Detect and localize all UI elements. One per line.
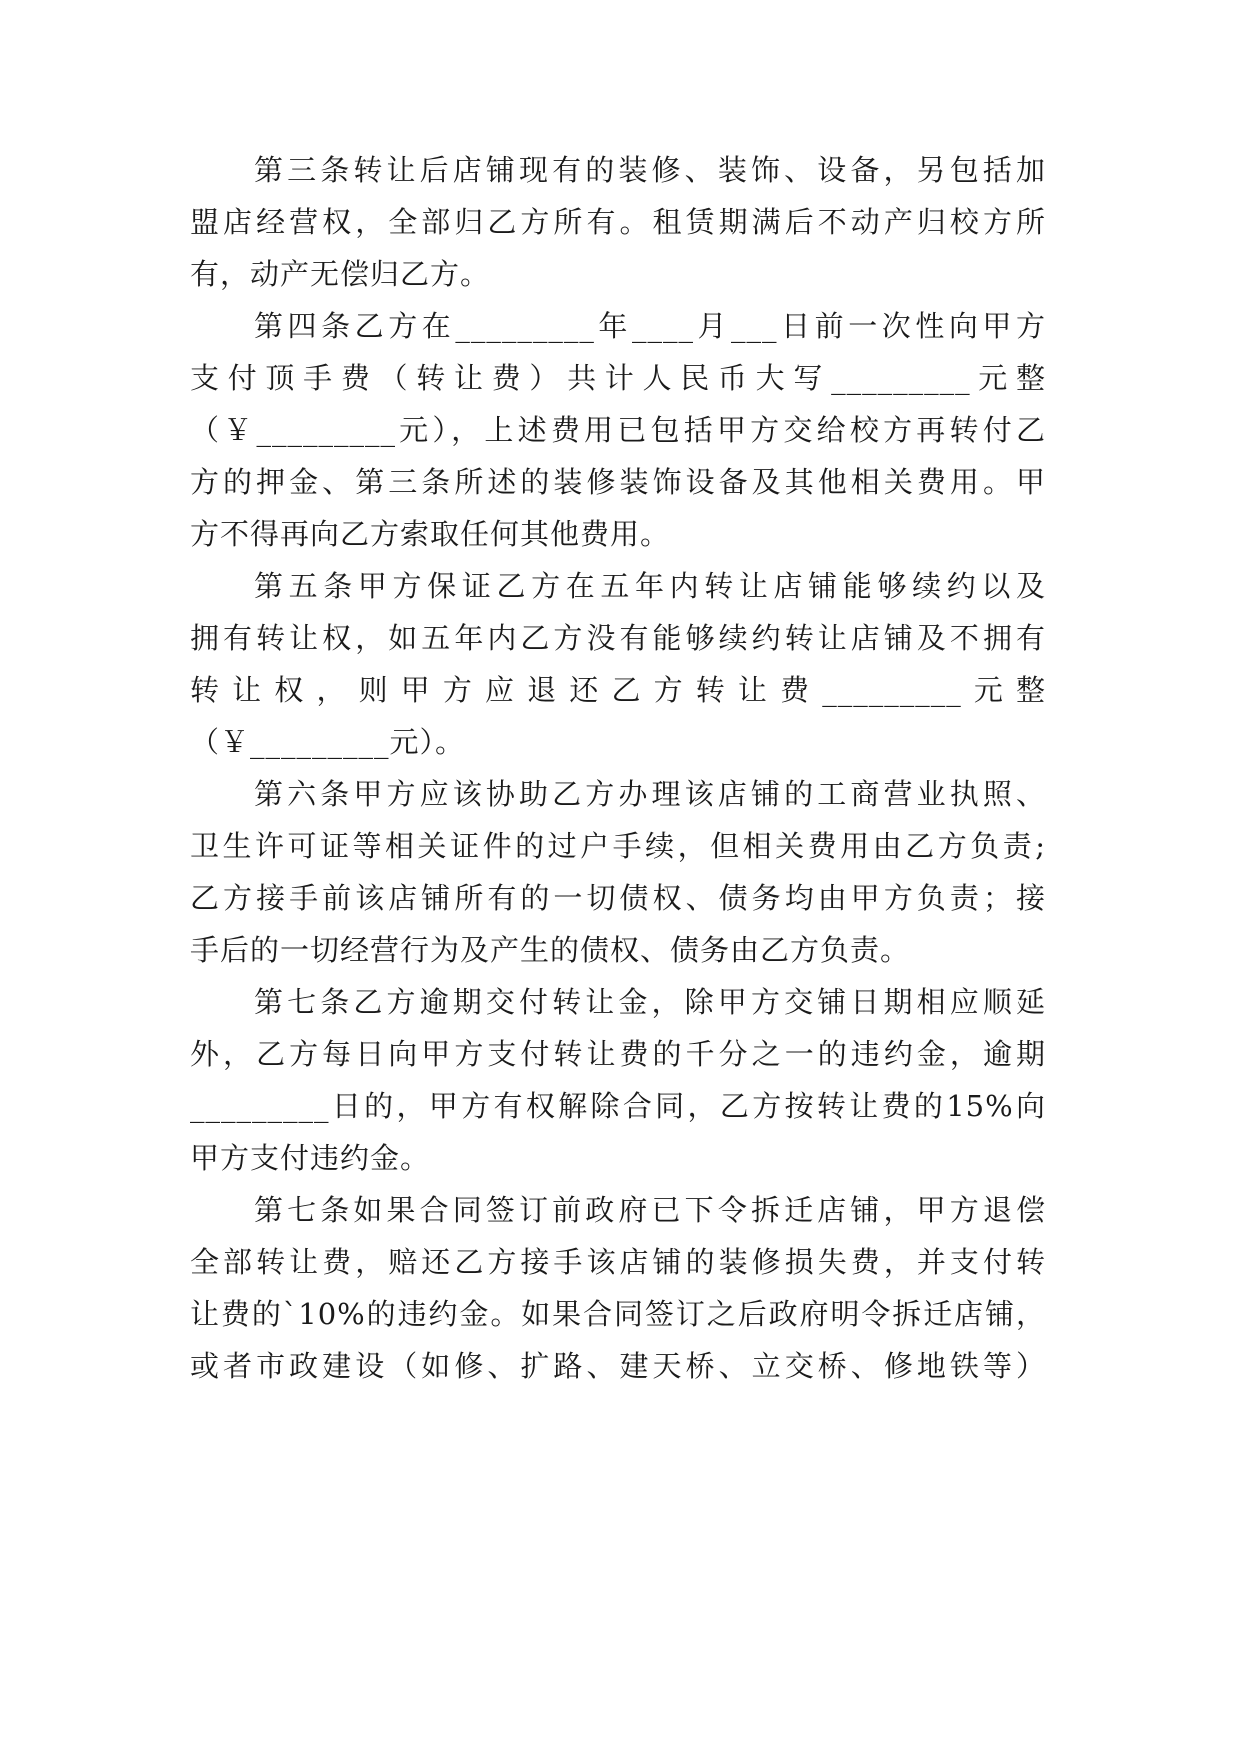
text-line: （￥_________元），上述费用已包括甲方交给校方再转付乙 [190,413,1046,447]
text-line: 手后的一切经营行为及产生的债权、债务由乙方负责。 [190,933,911,967]
text-line: 第六条甲方应该协助乙方办理该店铺的工商营业执照、 [254,777,1046,811]
text-line: 全部转让费，赔还乙方接手该店铺的装修损失费，并支付转 [190,1245,1046,1279]
text-line: 转让权，则甲方应退还乙方转让费_________元整 [190,673,1046,707]
text-line: 第五条甲方保证乙方在五年内转让店铺能够续约以及 [254,569,1046,603]
text-line: 支付顶手费（转让费）共计人民币大写_________元整 [190,361,1046,395]
text-line: （￥_________元）。 [190,725,466,759]
text-line: 方的押金、第三条所述的装修装饰设备及其他相关费用。甲 [190,465,1046,499]
text-line: 或者市政建设（如修、扩路、建天桥、立交桥、修地铁等） [190,1349,1046,1383]
text-line: 卫生许可证等相关证件的过户手续，但相关费用由乙方负责; [190,829,1046,863]
text-line: 有，动产无偿归乙方。 [190,257,491,291]
text-line: _________日的，甲方有权解除合同，乙方按转让费的15%向 [190,1089,1046,1123]
text-line: 甲方支付违约金。 [190,1141,431,1175]
text-line: 乙方接手前该店铺所有的一切债权、债务均由甲方负责；接 [190,881,1046,915]
text-line: 拥有转让权，如五年内乙方没有能够续约转让店铺及不拥有 [190,621,1046,655]
text-line: 第七条乙方逾期交付转让金，除甲方交铺日期相应顺延 [254,985,1046,1019]
text-line: 让费的`10%的违约金。如果合同签订之后政府明令拆迁店铺， [190,1297,1046,1331]
text-line: 第三条转让后店铺现有的装修、装饰、设备，另包括加 [254,153,1046,187]
text-line: 方不得再向乙方索取任何其他费用。 [190,517,671,551]
text-line: 外，乙方每日向甲方支付转让费的千分之一的违约金，逾期 [190,1037,1046,1071]
text-line: 第四条乙方在_________年____月___日前一次性向甲方 [254,309,1046,343]
text-line: 第七条如果合同签订前政府已下令拆迁店铺，甲方退偿 [254,1193,1046,1227]
text-line: 盟店经营权，全部归乙方所有。租赁期满后不动产归校方所 [190,205,1046,239]
